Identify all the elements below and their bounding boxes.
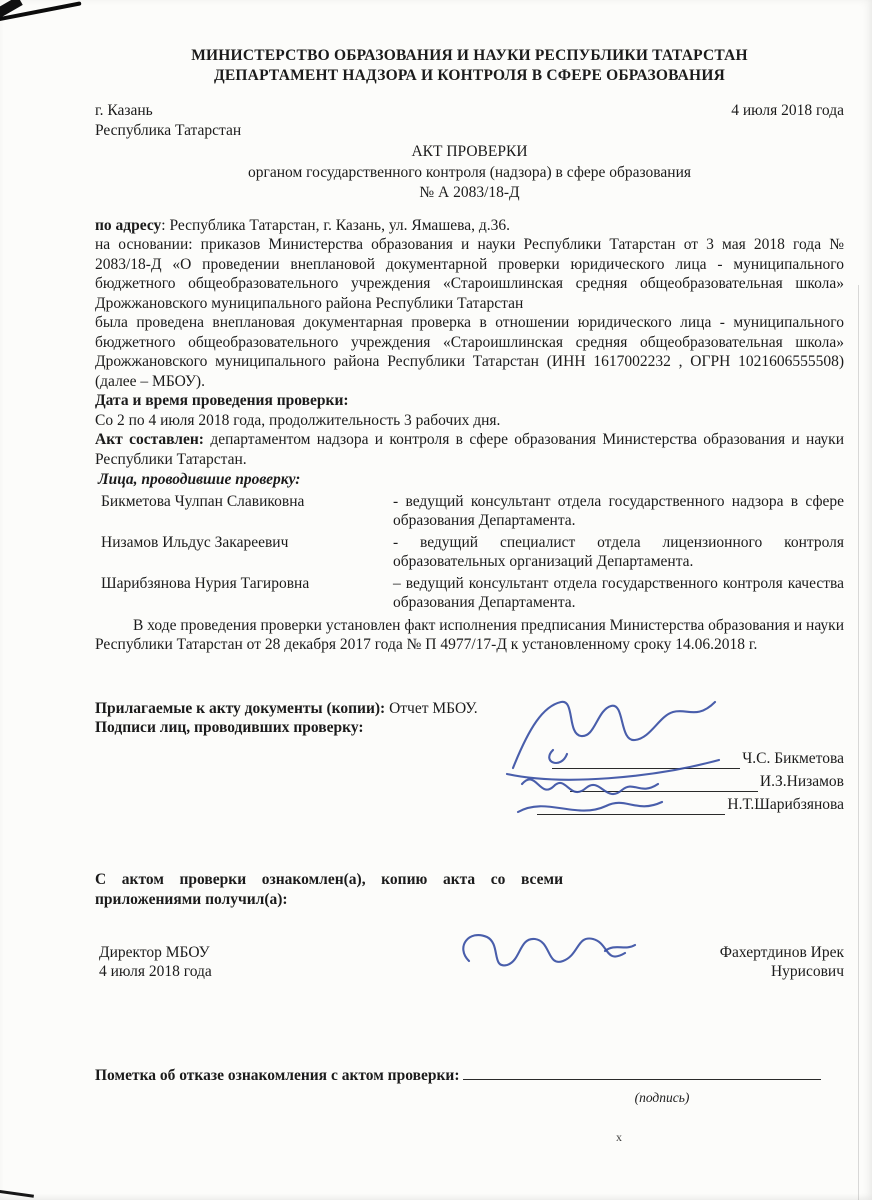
address-label: по адресу [95,216,162,234]
signatory-name: И.З.Низамов [759,773,844,790]
signature-row [95,746,844,769]
basis-paragraph: на основании: приказов Министерства образования и науки Республики Татарстан от 3 мая 2018 года № 2083/18-Д «О проведении внеплановой документарной проверки юридического лица - муниципального бюджетного общеобразовательного учреждения «Староишлинская средняя общеобразовательная школа» Дрожжановского муниципального района Республики Татарстан [95,236,844,312]
city-label: г. Казань [95,102,153,119]
act-composed-label: Акт составлен: [95,431,204,448]
signature-line [537,798,725,815]
region-label: Республика Татарстан [95,121,242,139]
signature-row [95,769,844,792]
signer-position: Директор МБОУ [99,943,210,961]
attachments-label: Прилагаемые к акту документы (копии): [95,699,386,717]
act-subtitle: органом государственного контроля (надзора) в сфере образования [247,163,692,181]
inspectors-label: Лица, проводившие проверку: [98,471,301,488]
inspector-role: - ведущий специалист отдела лицензионного контроля образовательных организаций Департамента. [393,533,844,570]
place-block [95,101,241,140]
conclusion-paragraph: В ходе проведения проверки установлен факт исполнения предписания Министерства образования и науки Республики Татарстан от 28 декабря 2017 года № П 4977/17-Д к установленному сроку 14.06.2018 г. [95,616,844,653]
signatory-name: Ч.С. Бикметова [742,750,844,767]
act-composed-text: департаментом надзора и контроля в сфере образования Министерства образования и науки Республики Татарстан. [95,431,844,468]
document-date: 4 июля 2018 года [731,102,844,119]
inspector-name: Шарибзянова Нурия Тагировна [101,574,310,592]
signature-row [95,792,844,815]
inspector-name: Бикметова Чулпан Славиковна [101,492,305,510]
refusal-label: Пометка об отказе ознакомления с актом проверки: [95,1066,464,1084]
department-title: ДЕПАРТАМЕНТ НАДЗОРА И КОНТРОЛЯ В СФЕРЕ ОБРАЗОВАНИЯ [214,66,725,84]
signature-line [552,752,740,769]
signature-line [570,775,758,792]
signature-caption: (подпись) [634,1090,690,1105]
signatures-label: Подписи лиц, проводивших проверку: [95,719,364,736]
refusal-note [95,1064,844,1108]
conducted-paragraph: была проведена внеплановая документарная проверка в отношении юридического лица - муниципального бюджетного общеобразовательного учреждения «Староишлинская средняя общеобразовательная школа» Дрожжановского муниципального района Республики Татарстан (ИНН 1617002232 , ОГРН 1021606555508) (далее – МБОУ). [95,314,844,390]
refusal-signature-line [463,1064,821,1080]
stray-pen-mark: х [616,1130,622,1144]
act-number: № А 2083/18-Д [419,184,520,201]
act-composed-paragraph [95,430,844,469]
acknowledgement-text: С актом проверки ознакомлен(а), копию акта со всеми приложениями получил(а): [95,870,563,908]
acknowledgement-row [95,943,844,982]
attachments-text: Отчет МБОУ. [385,699,478,717]
datetime-label: Дата и время проведения проверки: [95,392,349,409]
attachments-block [95,699,844,738]
signer-name: Фахертдинов Ирек Нурисович [719,943,844,980]
act-title-block [95,142,844,204]
ministry-title: МИНИСТЕРСТВО ОБРАЗОВАНИЯ И НАУКИ РЕСПУБЛИКИ ТАТАРСТАН [191,47,748,64]
signatory-name: Н.Т.Шарибзянова [727,796,844,813]
address-paragraph [95,216,844,236]
inspector-role: - ведущий консультант отдела государственного надзора в сфере образования Департамента. [393,492,844,529]
document-header [95,46,844,85]
datetime-text: Со 2 по 4 июля 2018 года, продолжительность 3 рабочих дня. [95,411,501,429]
document-content [95,46,844,1108]
director-signature-ink [453,921,643,983]
signer-block [95,943,212,982]
address-text: : Республика Татарстан, г. Казань, ул. Ямашева, д.36. [161,216,511,234]
scan-artifact-bottom-streak [0,1189,34,1197]
meta-row [95,101,844,140]
signing-date: 4 июля 2018 года [99,963,212,980]
signatures-block [95,746,844,846]
scan-artifact-right-edge [858,285,860,1200]
inspector-role: – ведущий консультант отдела государственного контроля качества образования Департамента. [393,574,844,611]
inspectors-table [95,492,844,613]
attachments-paragraph [95,699,844,719]
inspector-name: Низамов Ильдус Закареевич [101,533,289,551]
act-title: АКТ ПРОВЕРКИ [411,143,528,160]
